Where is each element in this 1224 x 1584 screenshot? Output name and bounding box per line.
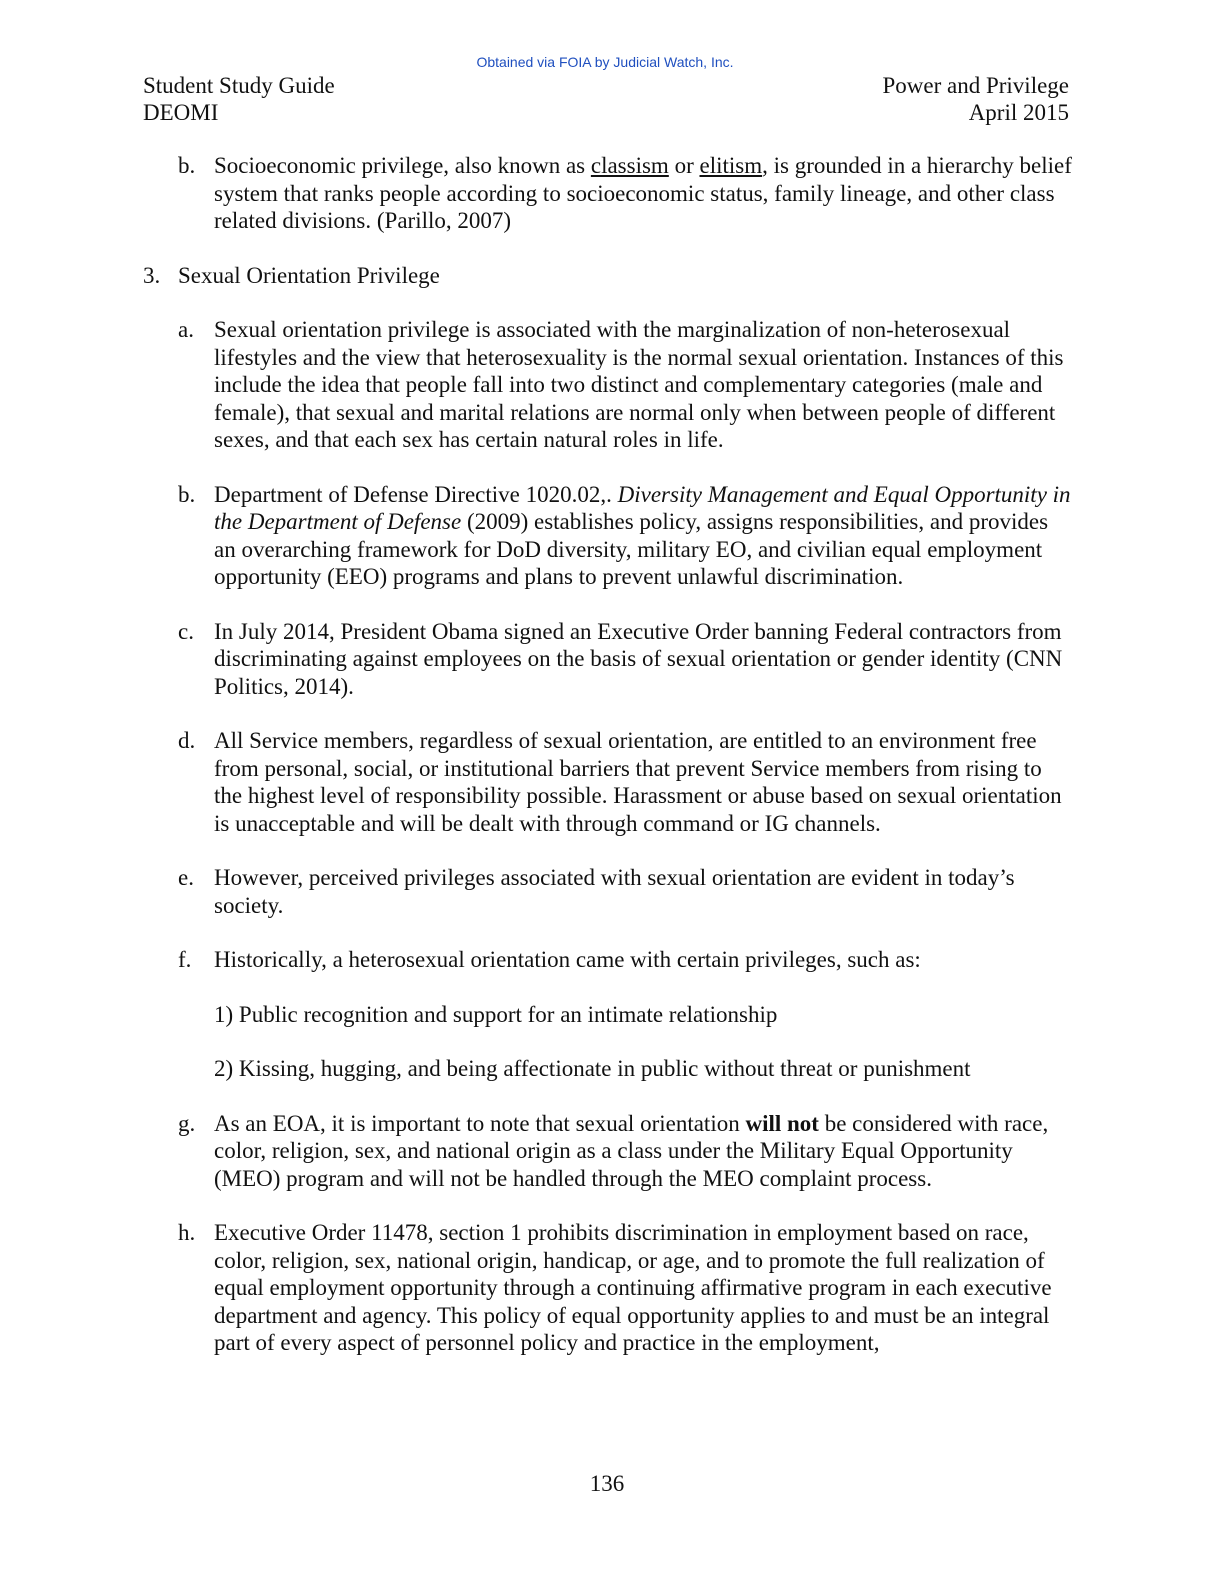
paragraph-text: Socioeconomic privilege, also known as <box>214 153 591 178</box>
paragraph-text: Historically, a heterosexual orientation came with certain privileges, such as: <box>214 947 921 972</box>
header-guide-title: Student Study Guide <box>143 73 335 98</box>
list-marker: g. <box>178 1110 196 1136</box>
document-body <box>143 152 1073 1384</box>
paragraph-text: Sexual orientation privilege is associated with the marginalization of non-heterosexual lifestyles and the view that heterosexuality is the normal sexual orientation. Instances of this include the idea that people fall into two distinct and complementary categories (male and female), that sexual and marital relations are normal only when between people of different sexes, and that each sex has certain natural roles in life. <box>214 317 1064 452</box>
term-classism: classism <box>590 153 669 178</box>
header-date: April 2015 <box>968 100 1069 125</box>
sub-item-2: 2) Kissing, hugging, and being affectionate in public without threat or punishment <box>214 1056 971 1081</box>
paragraph-text: However, perceived privileges associated with sexual orientation are evident in today’s society. <box>214 865 1015 918</box>
list-marker: c. <box>178 618 194 644</box>
list-marker: f. <box>178 947 192 972</box>
paragraph-text: As an EOA, it is important to note that sexual orientation <box>214 1110 746 1136</box>
paragraph-text: be considered with race, color, religion, sex, and national origin as a class under the Military Equal Opportunity (MEO) program and will not be handled through the MEO complaint process. <box>214 1110 1049 1191</box>
list-item-c <box>143 618 1073 701</box>
list-item-e <box>143 864 1073 919</box>
section-heading-sexual-orientation <box>143 262 1073 290</box>
paragraph-text: or <box>668 153 700 178</box>
section-title: Sexual Orientation Privilege <box>178 262 440 288</box>
directive-title: Diversity Management and Equal Opportunity in the Department of Defense <box>214 481 1071 534</box>
page-number: 136 <box>589 1471 625 1496</box>
list-marker: d. <box>178 728 196 753</box>
section-number: 3. <box>143 262 161 288</box>
list-item-b <box>143 481 1073 591</box>
paragraph-text: In July 2014, President Obama signed an Executive Order banning Federal contractors from discriminating against employees on the basis of sexual orientation or gender identity (CNN Politics, 2014). <box>214 618 1063 699</box>
header-org: DEOMI <box>143 100 219 125</box>
paragraph-text: (2009) establishes policy, assigns responsibilities, and provides an overarching framework for DoD diversity, military EO, and civilian equal employment opportunity (EEO) programs and plans to prevent unlawful discrimination. <box>214 509 1049 589</box>
paragraph-text: All Service members, regardless of sexual orientation, are entitled to an environment free from personal, social, or institutional barriers that prevent Service members from rising to the highest level of responsibility possible. Harassment or abuse based on sexual orientation is unacceptable and will be dealt with through command or IG channels. <box>214 728 1062 836</box>
term-elitism: elitism <box>699 153 763 178</box>
paragraph-text: Executive Order 11478, section 1 prohibits discrimination in employment based on race, color, religion, sex, national origin, handicap, or age, and to promote the full realization of equal employment opportunity through a continuing affirmative program in each executive department and agency. This policy of equal opportunity applies to and must be an integral part of every aspect of personnel policy and practice in the employment, <box>214 1220 1052 1355</box>
sub-item-1: 1) Public recognition and support for an intimate relationship <box>214 1001 778 1027</box>
header-left <box>143 72 335 126</box>
list-item-d <box>143 727 1073 837</box>
list-item-g <box>143 1110 1073 1193</box>
paragraph-text: , is grounded in a hierarchy belief system that ranks people according to socioeconomic status, family lineage, and other class related divisions. (Parillo, 2007) <box>214 153 1072 233</box>
list-marker: h. <box>178 1220 196 1245</box>
foia-watermark: Obtained via FOIA by Judicial Watch, Inc. <box>476 54 734 70</box>
list-marker: e. <box>178 865 194 890</box>
emphasis-will-not: will not <box>745 1110 819 1136</box>
list-item-a <box>143 316 1073 454</box>
list-item-socioeconomic <box>143 152 1073 235</box>
list-marker: b. <box>178 481 196 507</box>
paragraph-text: Department of Defense Directive 1020.02,. <box>214 481 618 507</box>
list-marker: b. <box>178 153 196 178</box>
header-right <box>882 72 1069 126</box>
list-item-f <box>143 946 1073 974</box>
header-topic: Power and Privilege <box>882 73 1069 98</box>
list-item-h <box>143 1219 1073 1357</box>
list-marker: a. <box>178 317 194 342</box>
